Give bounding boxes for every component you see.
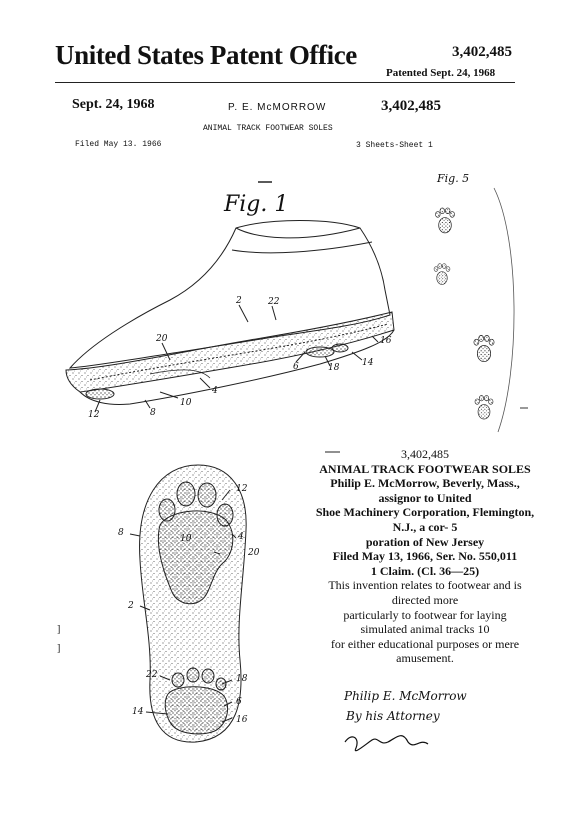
abstract-line: Shoe Machinery Corporation, Flemington, [315, 505, 535, 520]
figure-1-shoe-drawing [66, 182, 394, 412]
ref-numeral: 18 [236, 674, 248, 684]
ref-numeral: 6 [236, 697, 242, 707]
abstract-line: simulated animal tracks 10 [360, 622, 490, 637]
sole-bottom-drawing [130, 465, 246, 742]
ref-numeral: 14 [362, 358, 374, 368]
ref-numeral: 22 [268, 297, 280, 307]
abstract-line: for either educational purposes or mere [330, 636, 520, 651]
figure-1-label: Fig. 1 [224, 192, 289, 217]
ref-numeral: 20 [156, 334, 168, 344]
abstract-line: N.J., a cor- 5 [392, 519, 458, 534]
ref-numeral: 2 [128, 601, 134, 611]
abstract-line: This invention relates to footwear and is [328, 578, 522, 593]
attorney-label: By his Attorney [346, 709, 440, 723]
attorney-signature-scribble [345, 736, 428, 751]
figure-5-tracks-drawing [434, 188, 528, 432]
ref-numeral: 4 [212, 386, 218, 396]
ref-numeral: 2 [236, 296, 242, 306]
patent-number-top: 3,402,485 [452, 44, 512, 60]
patented-date: Patented Sept. 24, 1968 [386, 67, 496, 79]
ref-numeral: 6 [293, 362, 299, 372]
abstract-line: particularly to footwear for laying [343, 607, 507, 622]
margin-mark: ] [57, 624, 61, 635]
ref-numeral: 4 [238, 532, 244, 542]
sheet-inventor: P. E. McMORROW [228, 102, 327, 113]
patent-office-title: United States Patent Office [55, 40, 357, 70]
ref-numeral: 10 [180, 398, 192, 408]
abstract-block [300, 447, 550, 666]
sheet-count: 3 Sheets-Sheet 1 [356, 141, 433, 150]
margin-mark: ] [57, 643, 61, 654]
ref-numeral: 16 [236, 715, 248, 725]
abstract-line: directed more [391, 592, 459, 607]
abstract-line: Philip E. McMorrow, Beverly, Mass., [330, 476, 520, 491]
ref-numeral: 8 [118, 528, 124, 538]
ref-numeral: 20 [248, 548, 260, 558]
ref-numeral: 10 [180, 534, 192, 544]
inventor-signature: Philip E. McMorrow [344, 689, 467, 703]
sheet-filed: Filed May 13. 1966 [75, 140, 162, 149]
sheet-patent-number: 3,402,485 [381, 98, 441, 114]
ref-numeral: 14 [132, 707, 144, 717]
ref-numeral: 8 [150, 408, 156, 418]
abstract-line: Filed May 13, 1966, Ser. No. 550,011 [332, 549, 518, 564]
sheet-date: Sept. 24, 1968 [72, 97, 155, 112]
ref-numeral: 22 [146, 670, 158, 680]
margin-marks [57, 620, 60, 658]
ref-numeral: 18 [328, 363, 340, 373]
figure-5-label: Fig. 5 [437, 172, 470, 185]
ref-numeral: 12 [236, 484, 248, 494]
sheet-title: ANIMAL TRACK FOOTWEAR SOLES [203, 124, 333, 133]
ref-numeral: 12 [88, 410, 100, 420]
abstract-number: 3,402,485 [401, 447, 449, 461]
abstract-line: assignor to United [378, 490, 472, 505]
abstract-title: ANIMAL TRACK FOOTWEAR SOLES [319, 461, 531, 476]
abstract-line: 1 Claim. (Cl. 36—25) [370, 563, 480, 578]
abstract-line: amusement. [396, 651, 454, 666]
ref-numeral: 16 [380, 336, 392, 346]
abstract-line: poration of New Jersey [365, 534, 485, 549]
